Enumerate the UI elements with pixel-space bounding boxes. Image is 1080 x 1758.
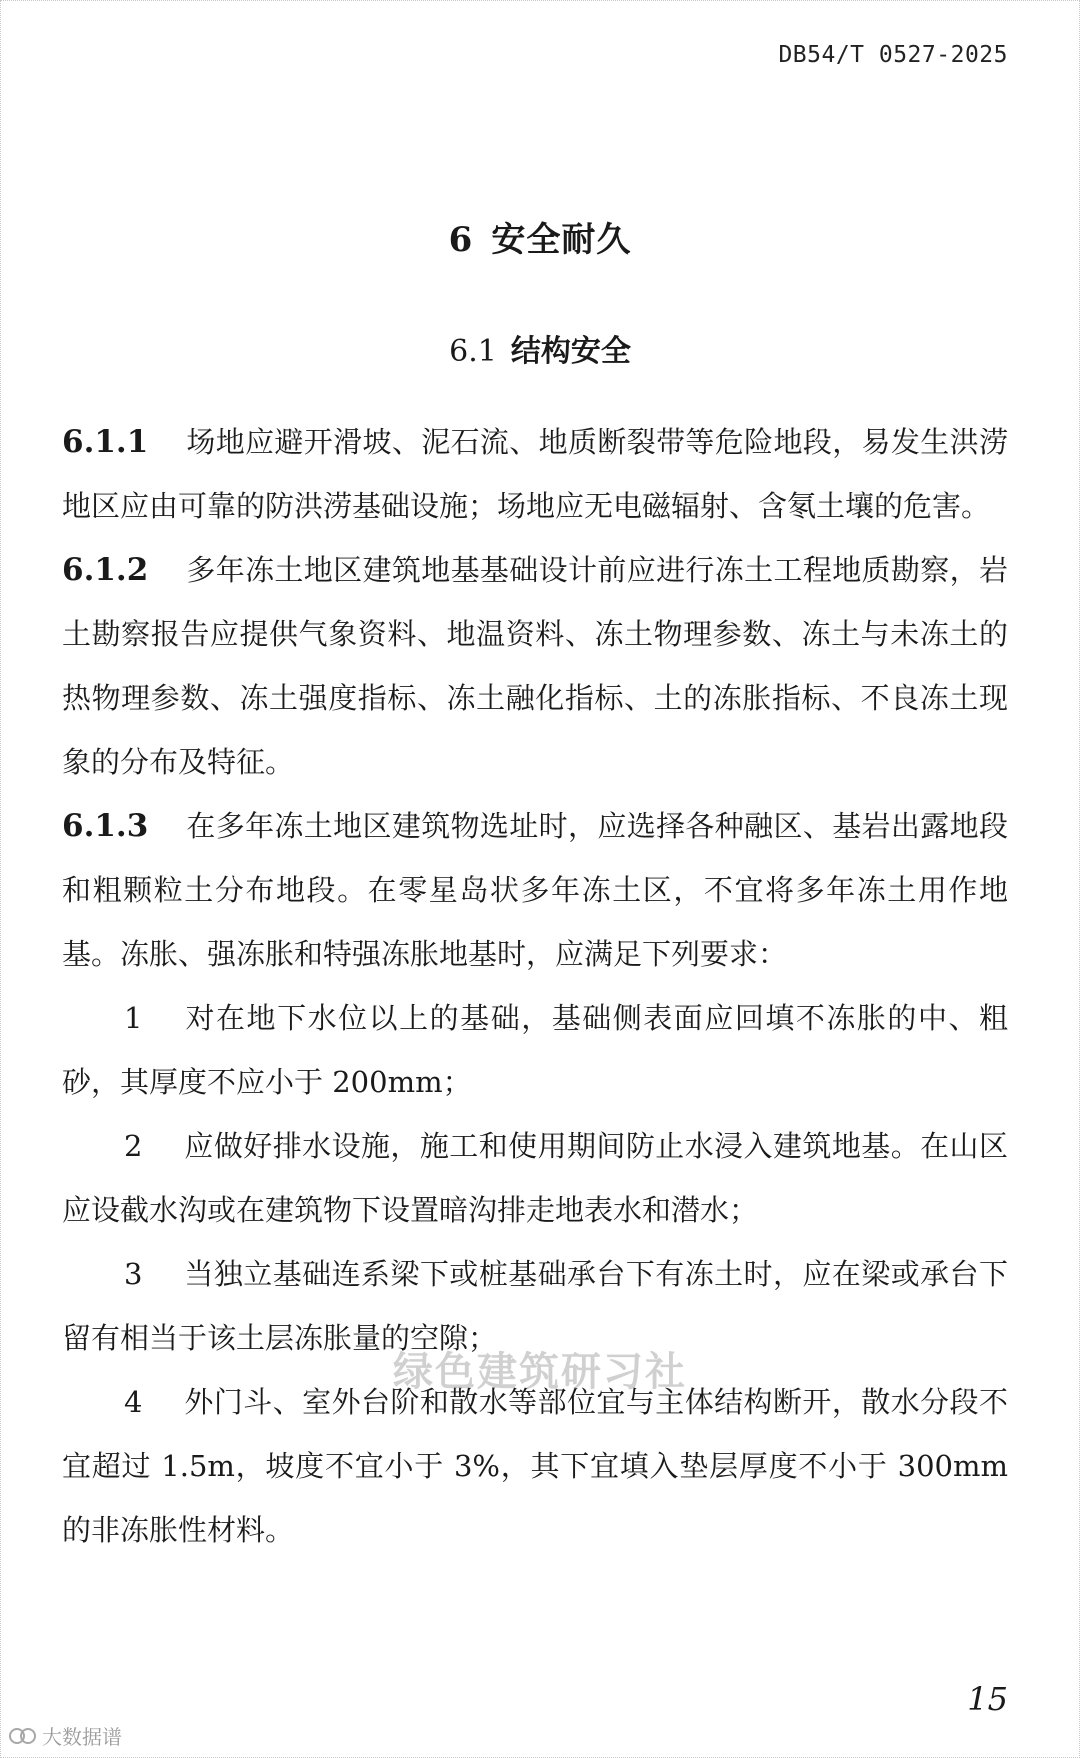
list-item-1 xyxy=(62,986,1008,1114)
chapter-title xyxy=(0,212,1080,261)
clause-number: 6.1.3 xyxy=(62,808,149,844)
clause-number: 6.1.1 xyxy=(62,424,149,460)
list-item-4 xyxy=(62,1370,1008,1562)
corner-logo xyxy=(8,1721,122,1750)
clause-number: 6.1.2 xyxy=(62,552,149,588)
section-number: 6.1 xyxy=(449,334,497,369)
clause-text: 场地应避开滑坡、泥石流、地质断裂带等危险地段，易发生洪涝地区应由可靠的防洪涝基础设施；场地应无电磁辐射、含氡土壤的危害。 xyxy=(62,425,1008,523)
section-title xyxy=(0,326,1080,370)
page-number: 15 xyxy=(967,1680,1008,1718)
chapter-number: 6 xyxy=(448,220,474,260)
item-text: 当独立基础连系梁下或桩基础承台下有冻土时，应在梁或承台下留有相当于该土层冻胀量的空隙； xyxy=(62,1257,1008,1355)
clause-text: 多年冻土地区建筑地基基础设计前应进行冻土工程地质勘察，岩土勘察报告应提供气象资料、地温资料、冻土物理参数、冻土与未冻土的热物理参数、冻土强度指标、冻土融化指标、土的冻胀指标、不良冻土现象的分布及特征。 xyxy=(62,553,1008,779)
item-text: 外门斗、室外台阶和散水等部位宜与主体结构断开，散水分段不宜超过 1.5m，坡度不宜小于 3%，其下宜填入垫层厚度不小于 300mm 的非冻胀性材料。 xyxy=(62,1385,1008,1547)
item-text: 应做好排水设施，施工和使用期间防止水浸入建筑地基。在山区应设截水沟或在建筑物下设置暗沟排走地表水和潜水； xyxy=(62,1129,1008,1227)
watermark: 绿色建筑研习社 xyxy=(393,1348,687,1395)
item-number: 4 xyxy=(124,1385,143,1419)
list-item-2 xyxy=(62,1114,1008,1242)
item-number: 3 xyxy=(124,1257,143,1291)
item-text: 对在地下水位以上的基础，基础侧表面应回填不冻胀的中、粗砂，其厚度不应小于 200mm； xyxy=(62,1001,1008,1099)
logo-text: 大数据谱 xyxy=(42,1725,122,1749)
chapter-title-text: 安全耐久 xyxy=(491,220,632,260)
section-title-text: 结构安全 xyxy=(510,334,631,369)
item-number: 1 xyxy=(124,1001,143,1035)
document-code: DB54/T 0527-2025 xyxy=(778,42,1008,68)
clause-6-1-1 xyxy=(62,410,1008,538)
clause-6-1-3 xyxy=(62,794,1008,986)
body-text xyxy=(62,410,1008,1562)
clause-text: 在多年冻土地区建筑物选址时，应选择各种融区、基岩出露地段和粗颗粒土分布地段。在零星岛状多年冻土区，不宜将多年冻土用作地基。冻胀、强冻胀和特强冻胀地基时，应满足下列要求： xyxy=(62,809,1008,971)
list-item-3 xyxy=(62,1242,1008,1370)
item-number: 2 xyxy=(124,1129,143,1163)
clause-6-1-2 xyxy=(62,538,1008,794)
logo-icon xyxy=(8,1724,38,1748)
